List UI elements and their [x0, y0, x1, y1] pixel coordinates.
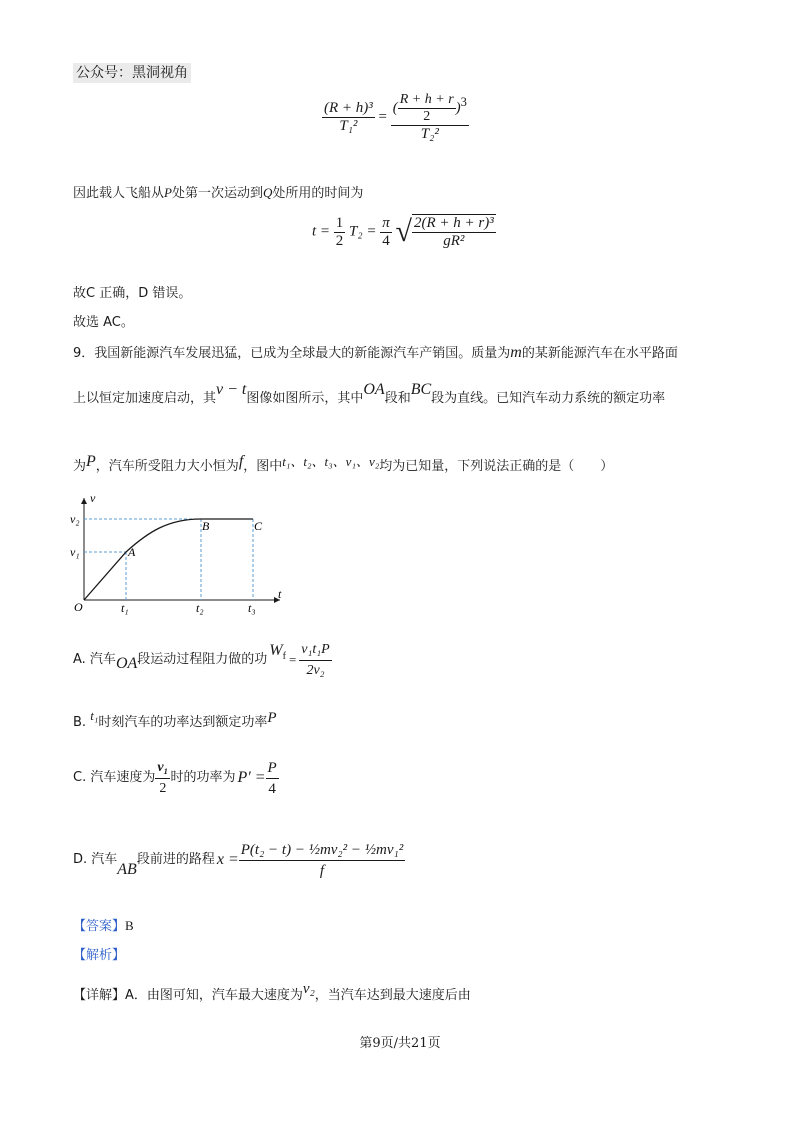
answer — [73, 916, 134, 937]
question-9-line-1 — [73, 343, 678, 364]
detail-tag: 【详解】 — [73, 988, 126, 1003]
q9-mass: m — [510, 344, 522, 361]
option-d — [73, 832, 405, 888]
q9-f: f — [238, 453, 244, 470]
option-a-den: 2v₂ — [306, 662, 325, 678]
q9-l2c: 段和 — [384, 391, 411, 406]
label-origin: O — [74, 600, 83, 614]
option-a-label: A. 汽车 — [73, 652, 116, 667]
page-number: 第9页/共21页 — [359, 1036, 441, 1051]
text-conclusion: 故C 正确，D 错误。 — [73, 286, 192, 301]
answer-value: B — [125, 918, 134, 933]
option-c-num: v₁ — [155, 758, 170, 779]
point-q: Q — [262, 185, 273, 200]
label-t2: t₂ — [196, 601, 204, 615]
detail — [73, 981, 471, 1006]
option-d-den: f — [319, 862, 325, 879]
option-d-text: 段前进的路程 — [136, 852, 215, 867]
analysis-tag: 【解析】 — [73, 948, 126, 963]
eq1-lhs — [322, 100, 375, 135]
detail-text: A．由图可知，汽车最大速度为 — [125, 988, 303, 1003]
option-a-seg: OA — [115, 655, 138, 672]
label-t1: t₁ — [121, 601, 129, 615]
option-d-label: D. 汽车 — [73, 852, 118, 867]
eq2-root-den: gR² — [443, 233, 465, 249]
option-a — [73, 640, 332, 680]
q9-vt: v − t — [216, 381, 247, 398]
sqrt-sign: √ — [395, 215, 412, 248]
equation-time — [312, 214, 496, 250]
option-c-pnum: P — [266, 758, 279, 779]
option-a-text: 段运动过程阻力做的功 — [137, 652, 268, 667]
eq2-pi — [380, 215, 392, 250]
option-d-frac — [239, 840, 405, 881]
eq1-equals: = — [378, 108, 387, 125]
eq2-pi-num: π — [382, 214, 390, 231]
eq2-root — [412, 214, 496, 250]
label-v2: v₂ — [70, 512, 80, 526]
equation-kepler — [322, 92, 469, 143]
detail-text2: ，当汽车达到最大速度后由 — [314, 988, 471, 1003]
q9-l1b: 的某新能源汽车在水平路面 — [521, 346, 678, 361]
option-d-num: P(t₂ − t) − ½mv₂² − ½mv₁² — [239, 840, 405, 861]
option-b-t1: t₁ — [90, 708, 99, 723]
eq2-half-den: 2 — [335, 232, 344, 249]
option-c-pden: 4 — [268, 780, 276, 797]
vt-curve — [84, 519, 253, 600]
option-c-den: 2 — [159, 780, 167, 796]
q9-p: P — [86, 453, 96, 470]
option-c — [73, 758, 279, 798]
vt-graph — [68, 490, 298, 620]
label-b: B — [202, 519, 210, 533]
eq2-half — [334, 215, 346, 250]
point-p: P — [164, 185, 172, 200]
eq1-rhs-pow: 3 — [460, 94, 467, 109]
q9-l2d: 段为直线。已知汽车动力系统的额定功率 — [431, 391, 666, 406]
q9-bc: BC — [410, 381, 432, 398]
question-9-line-3 — [73, 453, 614, 477]
label-c: C — [254, 519, 263, 533]
eq1-rhs-inner-den: 2 — [423, 109, 431, 124]
option-c-v-frac — [155, 758, 170, 799]
q9-l2b: 图像如图所示，其中 — [246, 391, 364, 406]
eq1-rhs-num: ( $\frac{R + h + r}{2}$ )$^3$ — [392, 92, 467, 124]
text-time-intro — [73, 183, 363, 204]
q9-l2a: 上以恒定加速度启动，其 — [73, 391, 217, 406]
q9-l3c: ，图中 — [243, 459, 283, 474]
option-a-num: v₁t₁P — [299, 640, 331, 661]
eq2-t2: T₂ = — [349, 223, 377, 240]
option-d-seg: AB — [117, 861, 137, 878]
q9-l3d: 均为已知量，下列说法正确的是（ ） — [379, 459, 614, 474]
text1-c: 处所用的时间为 — [272, 186, 364, 201]
text1-a: 因此载人飞船从 — [73, 186, 165, 201]
option-c-label: C. 汽车速度为 — [73, 770, 156, 785]
eq1-rhs-den: T₂² — [420, 126, 439, 142]
option-b-p: P — [267, 710, 277, 726]
eq2-half-num: 1 — [335, 214, 344, 231]
label-t3: t₃ — [248, 601, 256, 615]
question-9-line-2 — [73, 381, 666, 409]
eq2-root-num: 2(R + h + r)³ — [413, 215, 494, 231]
option-d-x: x = — [216, 851, 239, 868]
option-a-eq: = — [288, 652, 297, 667]
eq2-pi-den: 4 — [382, 232, 390, 249]
text-choice: 故选 AC。 — [73, 315, 134, 330]
option-c-pp: P′ = — [237, 769, 266, 786]
eq1-lhs-den: T₁² — [339, 118, 358, 134]
q9-vars: t₁、t₂、t₃、v₁、v₂ — [282, 454, 380, 469]
label-a: A — [128, 545, 136, 559]
option-b-label: B. — [73, 715, 87, 730]
answer-tag: 【答案】 — [73, 919, 126, 934]
eq1-rhs — [391, 92, 469, 143]
q9-l3b: ，汽车所受阻力大小恒为 — [95, 459, 239, 474]
text1-b: 处第一次运动到 — [171, 186, 263, 201]
detail-v2: v₂ — [302, 981, 315, 997]
label-v: v — [90, 491, 96, 505]
label-v1: v₁ — [70, 545, 80, 559]
option-a-w — [269, 641, 286, 667]
label-t: t — [278, 587, 282, 601]
option-a-w-sub: f — [282, 651, 286, 663]
eq1-lhs-num: (R + h)³ — [324, 100, 373, 116]
option-c-p-frac — [266, 758, 279, 799]
eq1-rhs-inner-num: R + h + r — [399, 92, 454, 107]
eq2-t: t = — [312, 223, 331, 240]
q9-l3a: 为 — [73, 459, 87, 474]
option-c-text: 时的功率为 — [170, 770, 236, 785]
option-a-w-sym: W — [269, 641, 283, 659]
watermark-header: 公众号：黑洞视角 — [73, 63, 191, 83]
q9-l1: 9．我国新能源汽车发展迅猛，已成为全球最大的新能源汽车产销国。质量为 — [73, 346, 511, 361]
option-a-frac — [299, 640, 331, 681]
q9-oa: OA — [363, 381, 385, 398]
option-b — [73, 708, 277, 733]
option-b-text: 时刻汽车的功率达到额定功率 — [98, 715, 268, 730]
